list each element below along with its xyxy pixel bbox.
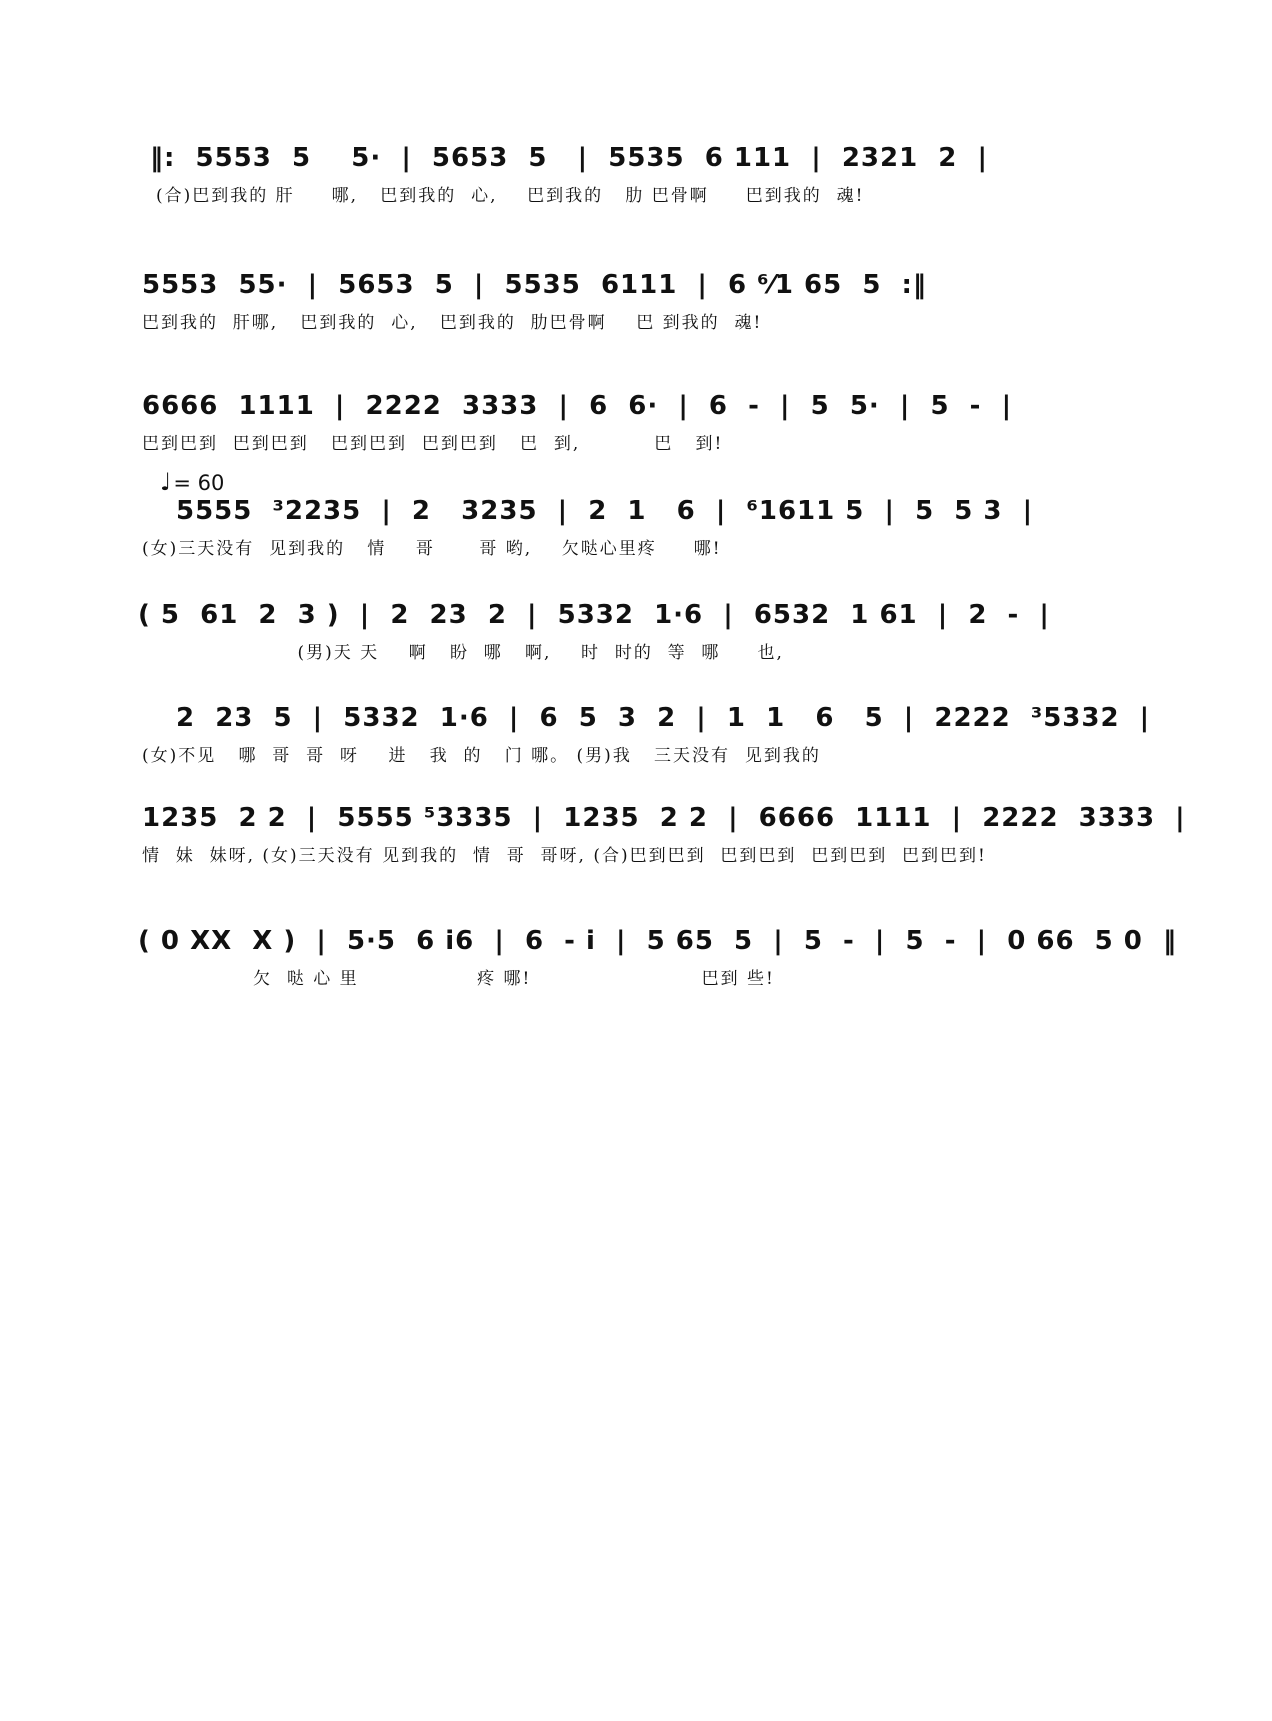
- notation-line: ‖: 5553 5 5· | 5653 5 | 5535 6 111 | 2321 2 |: [150, 143, 988, 173]
- score-system: [0, 594, 1272, 684]
- lyrics-line: 情 妹 妹呀, (女)三天没有 见到我的 情 哥 哥呀, (合)巴到巴到 巴到巴到 巴到巴到 巴到巴到!: [142, 846, 987, 866]
- notation-line: 1235 2 2 | 5555 ⁵3335 | 1235 2 2 | 6666 1111 | 2222 3333 |: [142, 803, 1186, 833]
- score-system: [0, 264, 1272, 354]
- notation-line: ( 0 XX X ) | 5·5 6 i6 | 6 - i | 5 65 5 | 5 - | 5 - | 0 66 5 0 ‖: [138, 926, 1177, 956]
- notation-line: 5555 ³2235 | 2 3235 | 2 1 6 | ⁶1611 5 | 5 5 3 |: [176, 496, 1034, 526]
- lyrics-line: 巴到我的 肝哪, 巴到我的 心, 巴到我的 肋巴骨啊 巴 到我的 魂!: [142, 313, 763, 333]
- lyrics-line: 巴到巴到 巴到巴到 巴到巴到 巴到巴到 巴 到, 巴 到!: [142, 434, 724, 454]
- quarter-note-icon: ♩: [160, 468, 172, 496]
- lyrics-line: (女)三天没有 见到我的 情 哥 哥 哟, 欠哒心里疼 哪!: [142, 539, 722, 559]
- score-system: [0, 490, 1272, 580]
- lyrics-line: (合)巴到我的 肝 哪, 巴到我的 心, 巴到我的 肋 巴骨啊 巴到我的 魂!: [156, 186, 865, 206]
- notation-line: 6666 1111 | 2222 3333 | 6 6· | 6 - | 5 5· | 5 - |: [142, 391, 1013, 421]
- score-system: [0, 797, 1272, 887]
- score-system: [0, 697, 1272, 787]
- lyrics-line: 欠 哒 心 里 疼 哪! 巴到 些!: [142, 969, 775, 989]
- score-system: [0, 137, 1272, 227]
- lyrics-line: (男)天 天 啊 盼 哪 啊, 时 时的 等 哪 也,: [142, 643, 784, 663]
- notation-line: 5553 55· | 5653 5 | 5535 6111 | 6 ⁶⁄1 65 5 :‖: [142, 270, 927, 300]
- lyrics-line: (女)不见 哪 哥 哥 呀 进 我 的 门 哪。 (男)我 三天没有 见到我的: [142, 746, 821, 766]
- score-system: [0, 385, 1272, 475]
- notation-line: 2 23 5 | 5332 1·6 | 6 5 3 2 | 1 1 6 5 | 2222 ³5332 |: [176, 703, 1151, 733]
- tempo-value: = 60: [173, 471, 225, 495]
- score-system: [0, 920, 1272, 1010]
- notation-line: ( 5 61 2 3 ) | 2 23 2 | 5332 1·6 | 6532 1 61 | 2 - |: [138, 600, 1050, 630]
